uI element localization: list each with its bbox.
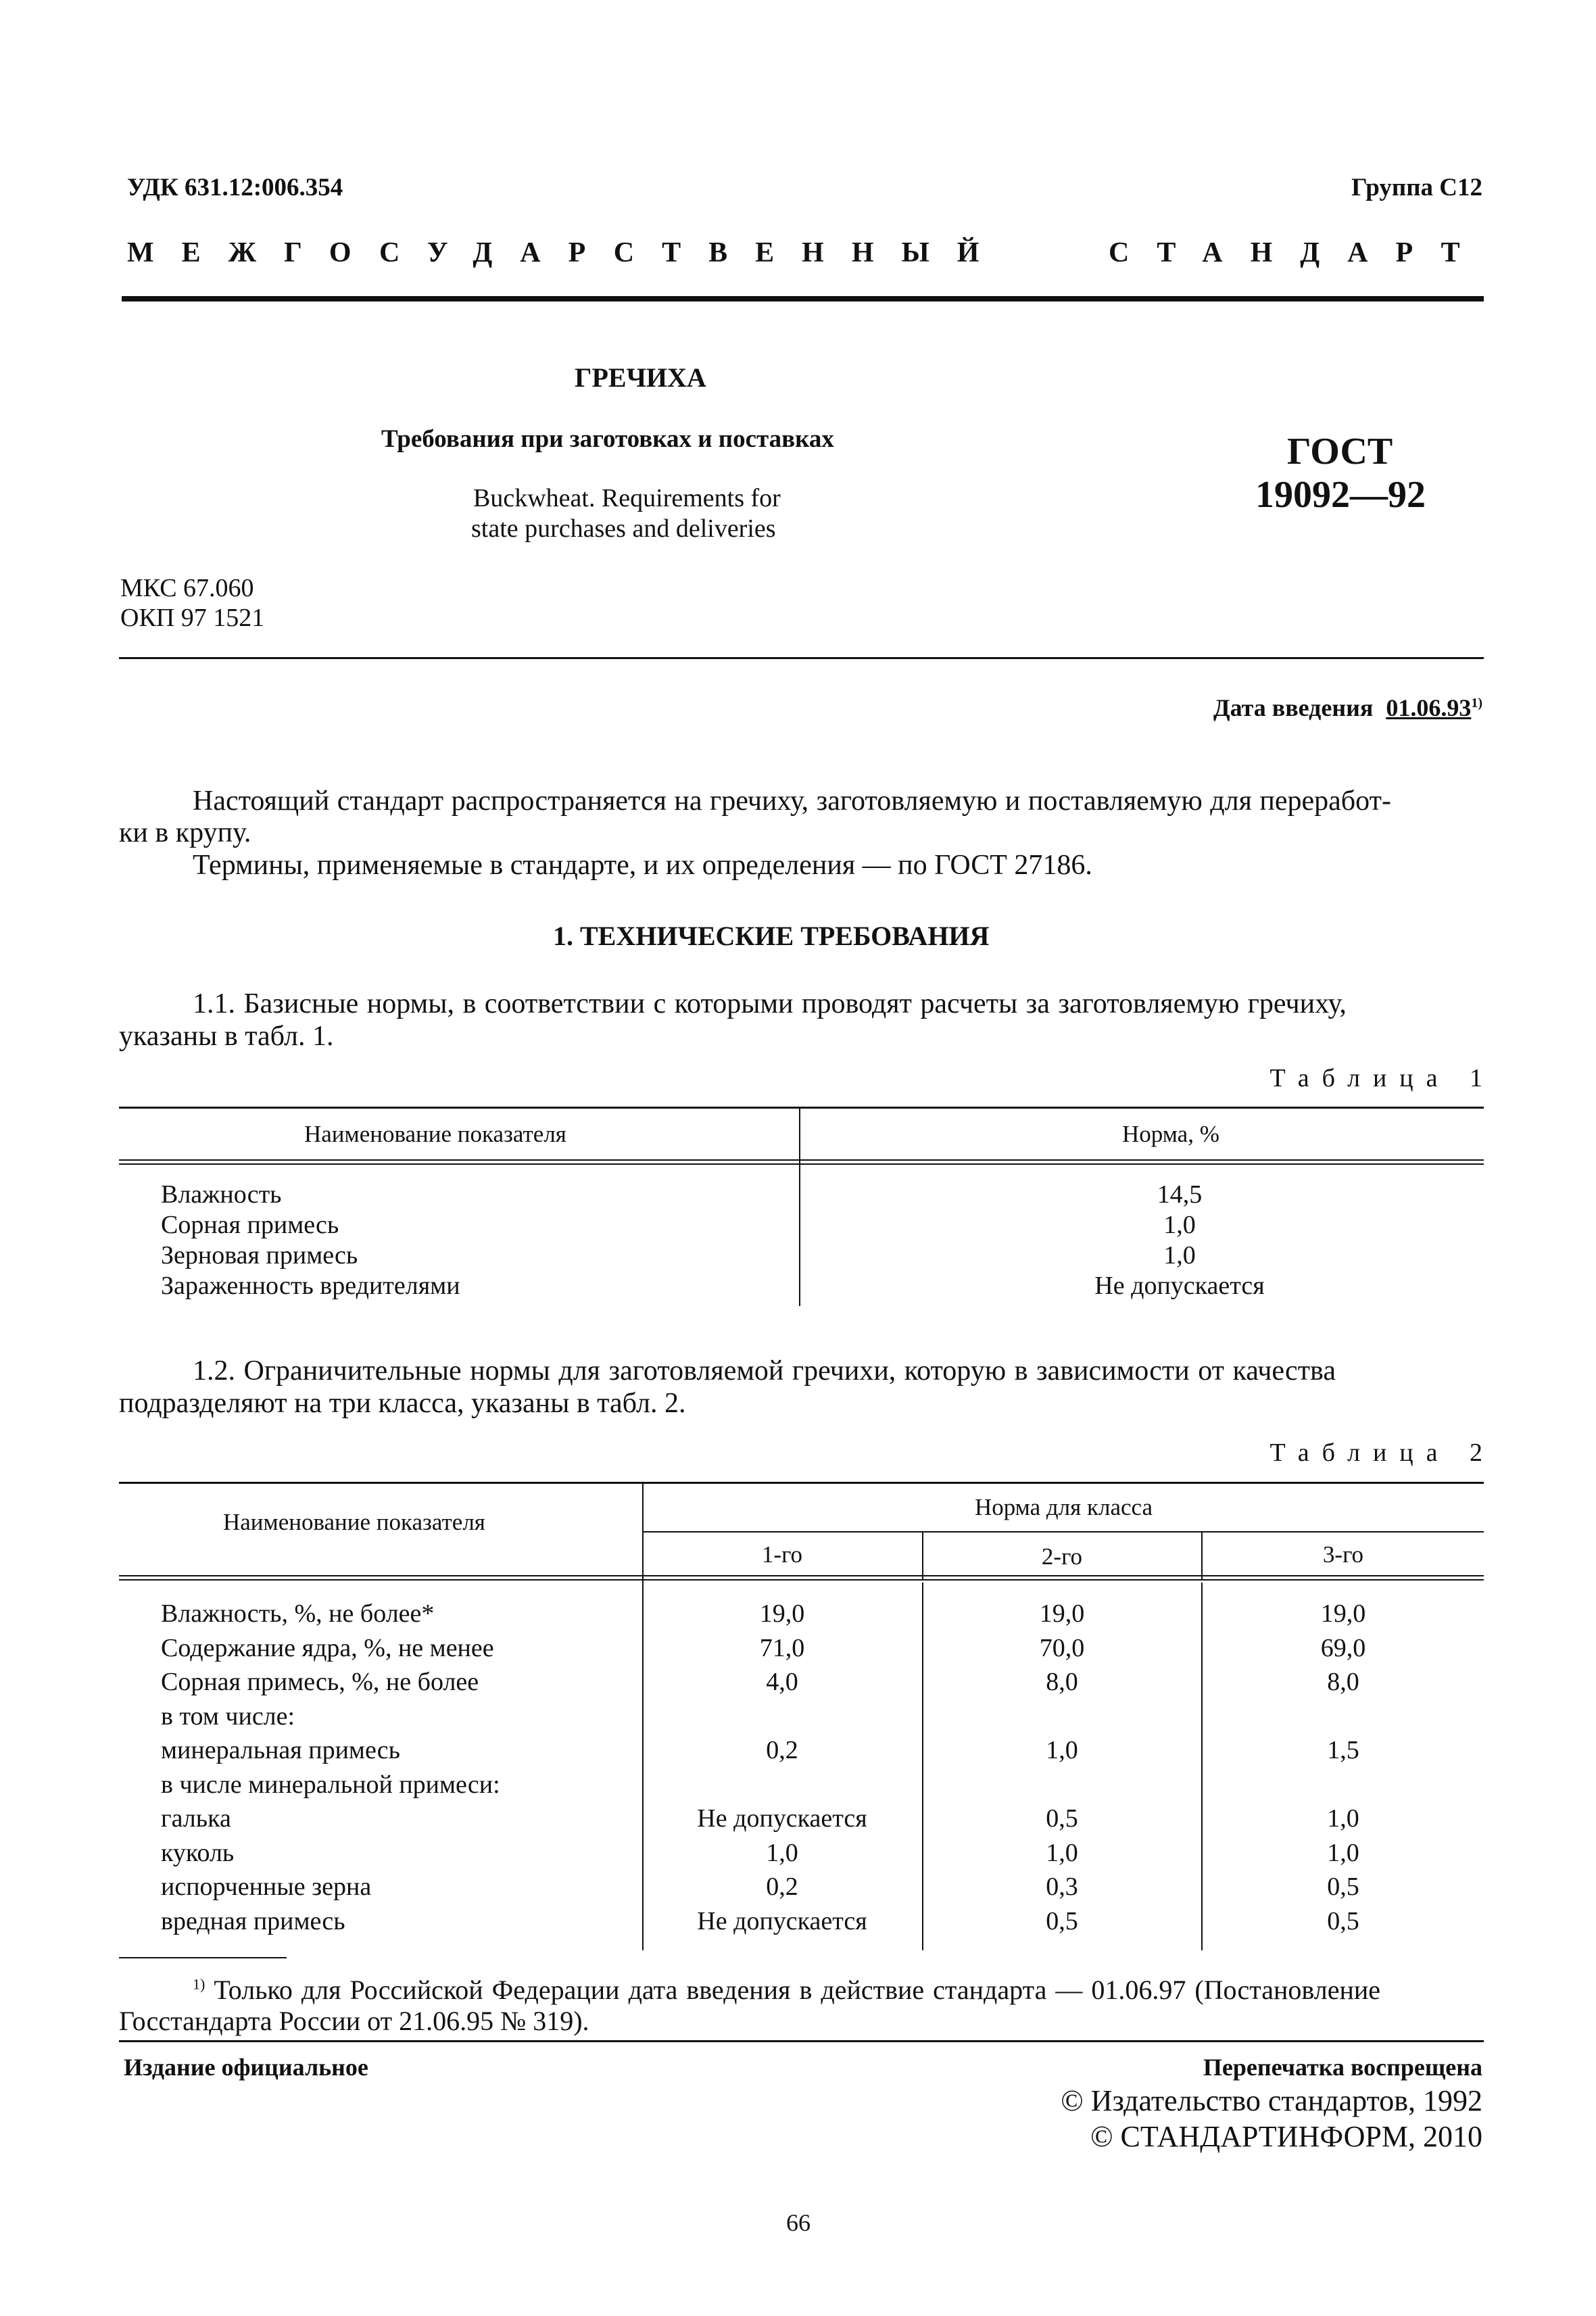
- table2-row-class2-value: 70,0: [1039, 1633, 1085, 1662]
- table2-row-name: Содержание ядра, %, не менее: [161, 1633, 494, 1662]
- table2-row-class1-value: 0,2: [766, 1736, 798, 1764]
- reprint-notice: Перепечатка воспрещена: [1203, 2054, 1482, 2081]
- table2-row-name: в том числе:: [161, 1702, 295, 1731]
- table2-group-rule: [642, 1531, 1484, 1533]
- intro-date-label: Дата введения: [1213, 694, 1374, 721]
- okp-code: ОКП 97 1521: [120, 604, 265, 632]
- table2-header-class1: 1-го: [761, 1541, 803, 1568]
- table2-row-class3-value: 0,5: [1327, 1906, 1359, 1935]
- table2-row-name: в числе минеральной примеси:: [161, 1770, 500, 1799]
- paragraph-scope-line1: Настоящий стандарт распространяется на гречиху, заготовляемую и поставляемую для переработ-: [193, 786, 1391, 817]
- table2-row-class2-value: 8,0: [1046, 1668, 1078, 1696]
- table1-row-name: Влажность: [161, 1180, 282, 1209]
- table2-row-name: испорченные зерна: [161, 1873, 372, 1901]
- table2-header-group: Норма для класса: [974, 1494, 1153, 1520]
- english-title-line1: Buckwheat. Requirements for: [473, 484, 781, 512]
- paragraph-1-1-line2: указаны в табл. 1.: [119, 1021, 334, 1052]
- section1-title: 1. ТЕХНИЧЕСКИЕ ТРЕБОВАНИЯ: [553, 921, 990, 951]
- edition-label: Издание официальное: [124, 2054, 368, 2081]
- table2-body-divider-2: [1201, 1583, 1203, 1950]
- table1-row-name: Сорная примесь: [161, 1211, 339, 1239]
- udk-code: УДК 631.12:006.354: [127, 174, 343, 201]
- table2-row-name: минеральная примесь: [161, 1736, 400, 1764]
- table2-header-name: Наименование показателя: [223, 1509, 485, 1535]
- english-title-line2: state purchases and deliveries: [471, 514, 776, 543]
- interstate-label: [127, 237, 1488, 277]
- table2-header-class3: 3-го: [1322, 1541, 1364, 1568]
- intro-date-value: 01.06.93: [1386, 694, 1472, 721]
- table1-header-name: Наименование показателя: [304, 1121, 566, 1147]
- table2-row-class1-value: 19,0: [759, 1599, 805, 1628]
- interstate-left: МЕЖГОСУДАРСТВЕННЫЙ: [127, 237, 1007, 268]
- table2-header-class2: 2-го: [1041, 1543, 1083, 1570]
- table1-row-value: 1,0: [1163, 1241, 1196, 1270]
- intro-date: [1213, 694, 1482, 722]
- table2-body-divider-1: [922, 1583, 923, 1950]
- table2-row-class3-value: 69,0: [1320, 1633, 1366, 1662]
- group-code: Группа С12: [1351, 174, 1482, 201]
- table2-row-class2-value: 19,0: [1039, 1599, 1085, 1628]
- table1-row-name: Зерновая примесь: [161, 1241, 358, 1270]
- table2-row-class3-value: 8,0: [1327, 1668, 1359, 1696]
- table1-header-rule: [119, 1159, 1484, 1165]
- footnote-rule: [119, 1957, 287, 1958]
- intro-date-footnote-mark: 1): [1471, 696, 1482, 710]
- table2-row-class3-value: 0,5: [1327, 1873, 1359, 1901]
- table2-row-class1-value: Не допускается: [697, 1906, 867, 1935]
- table2-row-class3-value: 1,5: [1327, 1736, 1359, 1764]
- interstate-right: СТАНДАРТ: [1109, 237, 1488, 268]
- table2-row-class2-value: 1,0: [1046, 1838, 1078, 1867]
- table2-caption: Таблица 2: [1269, 1439, 1495, 1467]
- document-title: ГРЕЧИХА: [575, 362, 706, 393]
- paragraph-1-1-line1: 1.1. Базисные нормы, в соответствии с которыми проводят расчеты за заготовляемую гречиху,: [193, 988, 1347, 1019]
- title-rule: [119, 657, 1484, 659]
- table2-row-class2-value: 0,5: [1046, 1804, 1078, 1833]
- table2-row-class3-value: 1,0: [1327, 1838, 1359, 1867]
- gost-label: ГОСТ: [1287, 431, 1393, 473]
- header-rule: [122, 296, 1484, 301]
- footnote-text-line1: Только для Российской Федерации дата введения в действие стандарта — 01.06.97 (Постановление: [214, 1975, 1381, 2005]
- gost-number: 19092—92: [1255, 474, 1426, 516]
- page-number: 66: [786, 2209, 811, 2236]
- table2-row-name: вредная примесь: [161, 1906, 345, 1935]
- paragraph-terms: Термины, применяемые в стандарте, и их определения — по ГОСТ 27186.: [193, 850, 1092, 881]
- document-subtitle: Требования при заготовках и поставках: [381, 425, 834, 453]
- footer-rule: [119, 2040, 1484, 2042]
- table2-row-class2-value: 1,0: [1046, 1736, 1078, 1764]
- table1-row-name: Зараженность вредителями: [161, 1272, 460, 1300]
- paragraph-1-2-line1: 1.2. Ограничительные нормы для заготовляемой гречихи, которую в зависимости от качества: [193, 1355, 1336, 1386]
- table2-row-name: галька: [161, 1804, 231, 1833]
- table2-row-class2-value: 0,3: [1046, 1873, 1078, 1901]
- table1-caption: Таблица 1: [1269, 1064, 1495, 1092]
- table1-row-value: 14,5: [1157, 1180, 1203, 1209]
- table2-row-class1-value: 4,0: [766, 1668, 798, 1696]
- table2-row-class1-value: 71,0: [759, 1633, 805, 1662]
- table1-top-rule: [119, 1107, 1484, 1109]
- mks-code: МКС 67.060: [120, 574, 254, 602]
- table2-row-name: Влажность, %, не более*: [161, 1599, 435, 1628]
- copyright-1992: © Издательство стандартов, 1992: [1061, 2084, 1482, 2117]
- footnote-mark: 1): [193, 1975, 205, 1993]
- table2-row-class1-value: 0,2: [766, 1873, 798, 1901]
- table2-row-class3-value: 1,0: [1327, 1804, 1359, 1833]
- table2-row-class1-value: 1,0: [766, 1838, 798, 1867]
- table2-row-name: Сорная примесь, %, не более: [161, 1668, 479, 1696]
- paragraph-scope-line2: ки в крупу.: [119, 817, 251, 848]
- table2-header-rule: [119, 1575, 1484, 1581]
- footnote-line2: Госстандарта России от 21.06.95 № 319).: [119, 2006, 589, 2036]
- table2-row-class1-value: Не допускается: [697, 1804, 867, 1833]
- table1-row-value: 1,0: [1163, 1211, 1196, 1239]
- table2-row-class3-value: 19,0: [1320, 1599, 1366, 1628]
- table1-row-value: Не допускается: [1094, 1272, 1265, 1300]
- table2-row-class2-value: 0,5: [1046, 1906, 1078, 1935]
- table1-header-norm: Норма, %: [1122, 1121, 1219, 1147]
- copyright-2010: © СТАНДАРТИНФОРМ, 2010: [1090, 2120, 1482, 2153]
- table1-divider: [799, 1109, 800, 1306]
- table2-top-rule: [119, 1482, 1484, 1484]
- footnote-line1: [193, 1974, 1380, 2006]
- paragraph-1-2-line2: подразделяют на три класса, указаны в табл. 2.: [119, 1388, 686, 1419]
- table2-row-name: куколь: [161, 1838, 235, 1867]
